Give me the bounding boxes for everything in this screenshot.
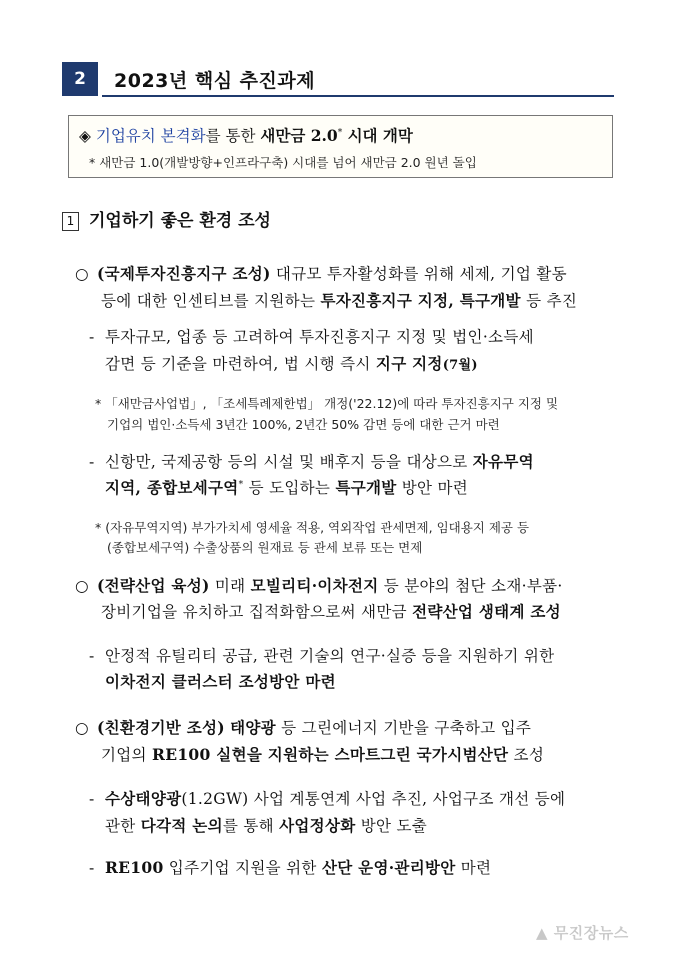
subsection-number: 1 (62, 212, 79, 231)
dash-item-line: - 수상태양광(1.2GW) 사업 계통연계 사업 추진, 사업구조 개선 등에 (89, 789, 566, 808)
dash-item-line: 감면 등 기준을 마련하여, 법 시행 즉시 지구 지정(7월) (105, 354, 478, 373)
dash-item-line: 이차전지 클러스터 조성방안 마련 (105, 672, 336, 691)
circle-bullet-icon: ○ (75, 265, 89, 283)
summary-footnote: * 새만금 1.0(개발방향+인프라구축) 시대를 넘어 새만금 2.0 원년 돌입 (89, 155, 477, 170)
dash-bullet: - (89, 790, 95, 808)
dash-item-line: 관한 다각적 논의를 통해 사업정상화 방안 도출 (105, 816, 428, 835)
section-header (62, 62, 614, 98)
paragraph-line: 등에 대한 인센티브를 지원하는 투자진흥지구 지정, 특구개발 등 추진 (101, 291, 578, 310)
watermark-icon: ▲ (536, 924, 549, 942)
paragraph-line: 기업의 RE100 실현을 지원하는 스마트그린 국가시범산단 조성 (101, 745, 545, 764)
section-title: 2023년 핵심 추진과제 (114, 70, 316, 92)
dash-item-line: - 신항만, 국제공항 등의 시설 및 배후지 등을 대상으로 자유무역 (89, 452, 534, 471)
summary-highlight: 기업유치 본격화 (95, 127, 206, 145)
footnote-line: 기업의 법인·소득세 3년간 100%, 2년간 50% 감면 등에 대한 근거 마련 (107, 417, 500, 432)
diamond-icon: ◈ (79, 127, 91, 145)
circle-bullet-icon: ○ (75, 719, 89, 737)
dash-bullet: - (89, 647, 95, 665)
dash-bullet: - (89, 328, 95, 346)
paragraph-line: ○ (친환경기반 조성) 태양광 등 그린에너지 기반을 구축하고 입주 (75, 718, 532, 737)
section-underline (102, 95, 614, 97)
summary-box (68, 115, 613, 178)
summary-keyword: 새만금 2.0 (260, 126, 338, 145)
subsection-heading (62, 206, 271, 231)
dash-item-line: - 투자규모, 업종 등 고려하여 투자진흥지구 지정 및 법인·소득세 (89, 328, 534, 346)
paragraph-line: ○ (전략산업 육성) 미래 모빌리티·이차전지 등 분야의 첨단 소재·부품· (75, 576, 563, 595)
paragraph-line: 장비기업을 유치하고 집적화함으로써 새만금 전략산업 생태계 조성 (101, 602, 561, 621)
dash-item-line: 지역, 종합보세구역* 등 도입하는 특구개발 방안 마련 (105, 478, 469, 497)
subsection-title: 기업하기 좋은 환경 조성 (89, 211, 271, 231)
paragraph-line: ○ (국제투자진흥지구 조성) 대규모 투자활성화를 위해 세제, 기업 활동 (75, 264, 567, 283)
dash-bullet: - (89, 859, 95, 877)
footnote-line: (종합보세구역) 수출상품의 원재료 등 관세 보류 또는 면제 (107, 540, 423, 555)
footnote-line: * 「새만금사업법」, 「조세특례제한법」 개정('22.12)에 따라 투자진흥지구 지정 및 (95, 396, 559, 411)
dash-item-line: - RE100 입주기업 지원을 위한 산단 운영·관리방안 마련 (89, 858, 492, 877)
section-number: 2 (62, 62, 98, 96)
dash-item-line: - 안정적 유틸리티 공급, 관련 기술의 연구·실증 등을 지원하기 위한 (89, 647, 555, 665)
circle-bullet-icon: ○ (75, 577, 89, 595)
watermark-logo: ▲ 무진장뉴스 (536, 924, 629, 942)
summary-headline: ◈ 기업유치 본격화를 통한 새만금 2.0* 시대 개막 (79, 126, 413, 145)
footnote-line: * (자유무역지역) 부가가치세 영세율 적용, 역외작업 관세면제, 임대용지 제공 등 (95, 520, 530, 535)
dash-bullet: - (89, 453, 95, 471)
